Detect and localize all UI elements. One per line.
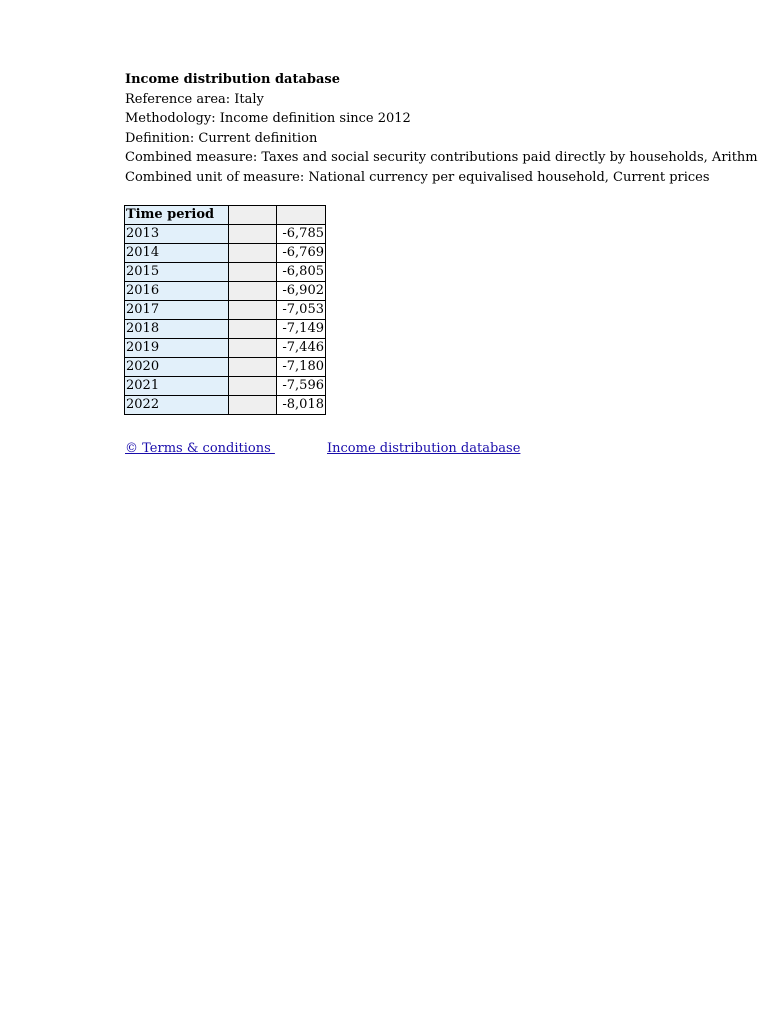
table-row bbox=[125, 339, 326, 358]
period-cell: 2019 bbox=[125, 339, 229, 358]
table-row bbox=[125, 282, 326, 301]
value-cell: -6,902 bbox=[277, 282, 326, 301]
data-table bbox=[124, 205, 326, 415]
table-header-row bbox=[125, 206, 326, 225]
period-cell: 2020 bbox=[125, 358, 229, 377]
dataset-title: Income distribution database bbox=[125, 72, 340, 87]
blank-cell bbox=[229, 263, 277, 282]
blank-cell bbox=[229, 339, 277, 358]
table-row bbox=[125, 396, 326, 415]
blank-cell bbox=[229, 320, 277, 339]
table-row bbox=[125, 358, 326, 377]
reference-area: Reference area: Italy bbox=[125, 91, 264, 107]
blank-cell bbox=[229, 377, 277, 396]
value-cell: -7,053 bbox=[277, 301, 326, 320]
value-cell: -7,149 bbox=[277, 320, 326, 339]
table-row bbox=[125, 377, 326, 396]
table-row bbox=[125, 263, 326, 282]
blank-cell bbox=[229, 301, 277, 320]
blank-header-cell bbox=[229, 206, 277, 225]
period-cell: 2013 bbox=[125, 225, 229, 244]
period-cell: 2014 bbox=[125, 244, 229, 263]
column-header-time-period: Time period bbox=[125, 206, 229, 225]
period-cell: 2021 bbox=[125, 377, 229, 396]
combined-measure: Combined measure: Taxes and social security contributions paid directly by households, Arithm bbox=[125, 150, 758, 165]
dataset-header bbox=[125, 70, 765, 187]
period-cell: 2015 bbox=[125, 263, 229, 282]
definition: Definition: Current definition bbox=[125, 130, 318, 146]
period-cell: 2022 bbox=[125, 396, 229, 415]
value-cell: -8,018 bbox=[277, 396, 326, 415]
blank-cell bbox=[229, 396, 277, 415]
table-row bbox=[125, 301, 326, 320]
methodology: Methodology: Income definition since 2012 bbox=[125, 111, 411, 126]
value-cell: -7,596 bbox=[277, 377, 326, 396]
blank-cell bbox=[229, 225, 277, 244]
table-row bbox=[125, 244, 326, 263]
period-cell: 2017 bbox=[125, 301, 229, 320]
period-cell: 2018 bbox=[125, 320, 229, 339]
blank-cell bbox=[229, 244, 277, 263]
blank-cell bbox=[229, 358, 277, 377]
value-cell: -6,769 bbox=[277, 244, 326, 263]
terms-and-conditions-link[interactable]: © Terms & conditions bbox=[125, 441, 275, 456]
blank-header-cell bbox=[277, 206, 326, 225]
period-cell: 2016 bbox=[125, 282, 229, 301]
table-row bbox=[125, 225, 326, 244]
blank-cell bbox=[229, 282, 277, 301]
value-cell: -6,805 bbox=[277, 263, 326, 282]
value-cell: -7,180 bbox=[277, 358, 326, 377]
value-cell: -6,785 bbox=[277, 225, 326, 244]
table-row bbox=[125, 320, 326, 339]
combined-unit: Combined unit of measure: National currency per equivalised household, Current prices bbox=[125, 169, 710, 185]
income-distribution-database-link[interactable]: Income distribution database bbox=[327, 441, 521, 456]
value-cell: -7,446 bbox=[277, 339, 326, 358]
